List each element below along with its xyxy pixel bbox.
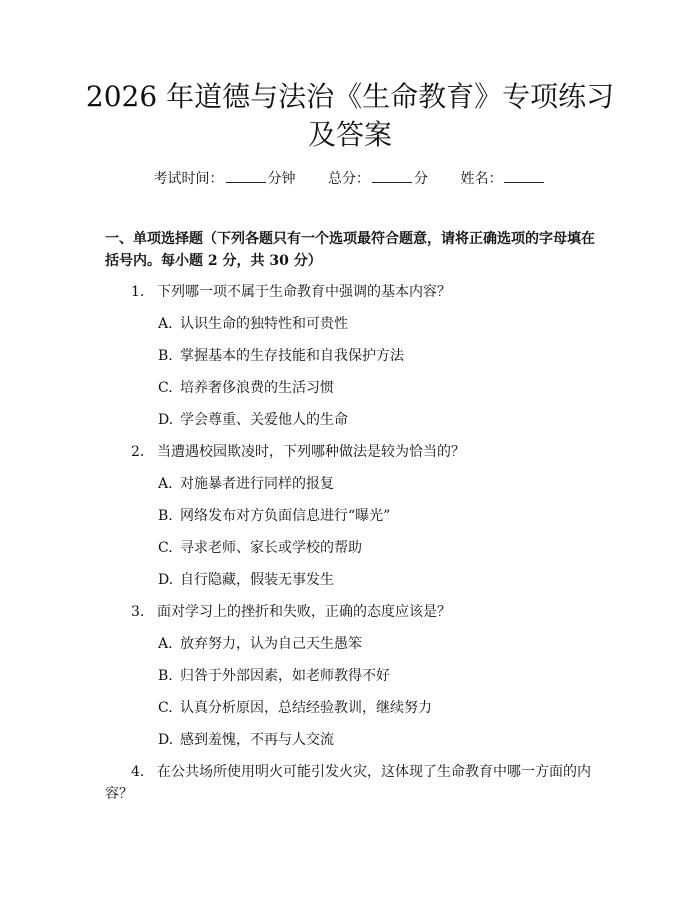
exam-time-unit: 分钟 — [267, 171, 296, 187]
option-letter: A. — [158, 316, 173, 332]
question-number: 2. — [131, 444, 145, 460]
student-name-blank — [504, 168, 544, 183]
exam-info-line — [0, 168, 700, 189]
option-letter: A. — [158, 476, 173, 492]
option-text: 培养奢侈浪费的生活习惯 — [180, 380, 334, 396]
option-3b — [158, 666, 598, 686]
option-letter: D. — [158, 412, 174, 428]
option-text: 归咎于外部因素，如老师教得不好 — [180, 668, 390, 684]
option-text: 认识生命的独特性和可贵性 — [180, 316, 348, 332]
student-name — [460, 168, 546, 189]
question-1 — [105, 281, 597, 303]
question-3 — [105, 601, 597, 623]
question-text: 下列哪一项不属于生命教育中强调的基本内容？ — [157, 284, 451, 300]
question-4 — [105, 761, 597, 805]
option-text: 学会尊重、关爱他人的生命 — [180, 412, 348, 428]
option-text: 自行隐藏，假装无事发生 — [180, 572, 334, 588]
option-letter: D. — [158, 732, 174, 748]
option-3a — [158, 634, 598, 654]
option-letter: D. — [158, 572, 174, 588]
question-number: 3. — [131, 604, 145, 620]
option-letter: B. — [158, 348, 173, 364]
option-text: 对施暴者进行同样的报复 — [180, 476, 334, 492]
option-text: 感到羞愧，不再与人交流 — [180, 732, 334, 748]
option-letter: C. — [158, 380, 173, 396]
question-text: 当遭遇校园欺凌时，下列哪种做法是较为恰当的？ — [157, 444, 465, 460]
option-1c — [158, 378, 598, 398]
option-letter: A. — [158, 636, 173, 652]
option-letter: B. — [158, 668, 173, 684]
option-2c — [158, 538, 598, 558]
total-score-blank — [372, 168, 412, 183]
option-2b — [158, 506, 598, 526]
exam-time-blank — [226, 168, 266, 183]
option-2a — [158, 474, 598, 494]
option-letter: B. — [158, 508, 173, 524]
option-text: 掌握基本的生存技能和自我保护方法 — [180, 348, 404, 364]
option-text: 认真分析原因，总结经验教训，继续努力 — [180, 700, 432, 716]
question-2 — [105, 441, 597, 463]
exam-time-label: 考试时间： — [153, 171, 224, 187]
option-letter: C. — [158, 700, 173, 716]
question-text: 在公共场所使用明火可能引发火灾，这体现了生命教育中哪一方面的内容？ — [105, 764, 591, 802]
option-3d — [158, 730, 598, 750]
total-score-label: 总分： — [328, 171, 370, 187]
section-heading: 一、单项选择题（下列各题只有一个选项最符合题意，请将正确选项的字母填在括号内。每小题 2 分，共 30 分） — [105, 231, 595, 269]
exam-time — [154, 168, 296, 189]
total-score-unit: 分 — [414, 171, 428, 187]
option-letter: C. — [158, 540, 173, 556]
student-name-label: 姓名： — [460, 171, 503, 187]
question-number: 1. — [131, 284, 145, 300]
option-2d — [158, 570, 598, 590]
question-number: 4. — [131, 764, 145, 780]
question-text: 面对学习上的挫折和失败，正确的态度应该是？ — [157, 604, 451, 620]
total-score — [328, 168, 428, 189]
option-text: 网络发布对方负面信息进行“曝光” — [180, 508, 391, 524]
option-text: 放弃努力，认为自己天生愚笨 — [180, 636, 362, 652]
option-1a — [158, 314, 598, 334]
document-title: 2026 年道德与法治《生命教育》专项练习及答案 — [85, 80, 615, 151]
option-1b — [158, 346, 598, 366]
option-text: 寻求老师、家长或学校的帮助 — [180, 540, 362, 556]
option-1d — [158, 410, 598, 430]
option-3c — [158, 698, 598, 718]
